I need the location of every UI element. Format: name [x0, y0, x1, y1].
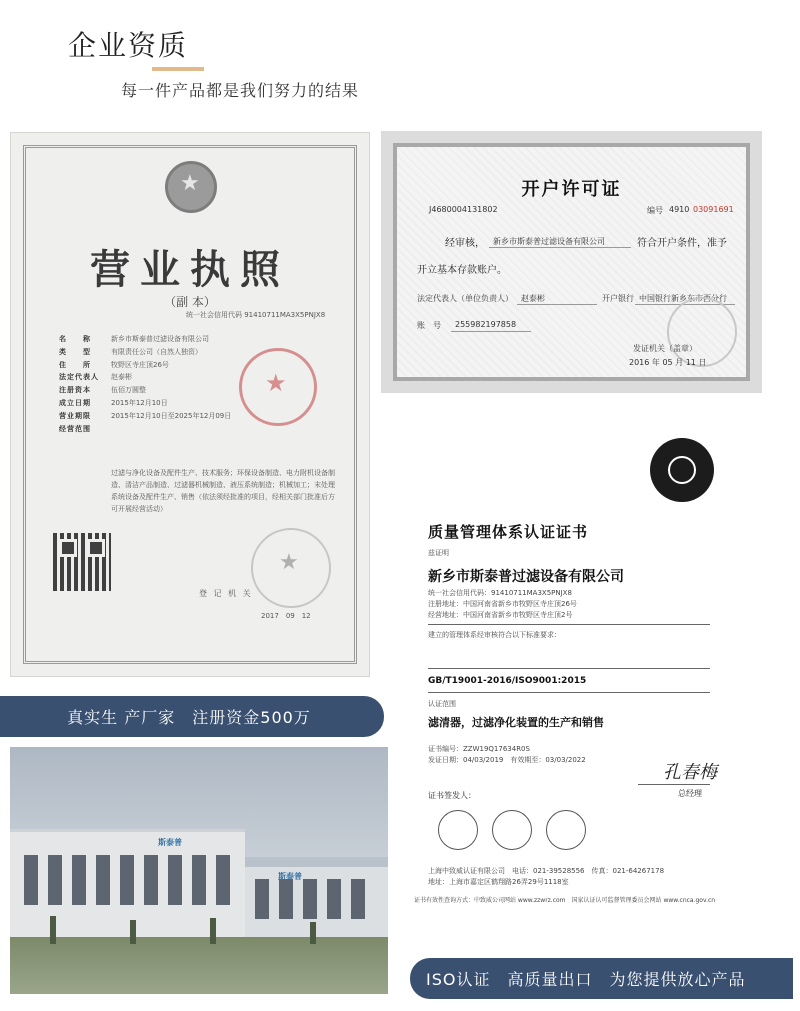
rep-value: 赵泰彬 — [521, 294, 545, 303]
window — [168, 855, 182, 905]
window — [120, 855, 134, 905]
window — [192, 855, 206, 905]
iso-conforms: 建立的管理体系经审核符合以下标准要求： — [428, 631, 561, 639]
divider — [428, 624, 710, 625]
supervision-stamp-icon — [438, 810, 478, 850]
iso-certificate-image — [408, 418, 728, 918]
signature-line — [638, 784, 710, 785]
divider — [428, 692, 710, 693]
license-field: 类 型 有限责任公司（自然人独资） — [59, 347, 202, 356]
license-business-scope: 过滤与净化设备及配件生产、技术服务；环保设备制造、电力附机设备制造、清洁产品制造、过滤器机械制造、液压系统制造；机械加工；末处理系统设备及配件生产、销售（依法须经批准的项目，经相关部门批准后方可开展经营活动） — [111, 469, 335, 513]
serial-label: 编号 — [647, 206, 663, 215]
license-registry: 登 记 机 关 — [199, 589, 253, 598]
account-label: 账 号 — [417, 321, 441, 330]
company-seal-icon — [239, 348, 317, 426]
national-emblem-icon — [165, 161, 217, 213]
license-date: 2017 09 12 — [261, 612, 311, 620]
business-license-image — [10, 132, 370, 677]
iso-footer-address: 地址：上海市嘉定区鹤翔路26弄29号1118室 — [428, 878, 569, 886]
license-field: 注册资本 伍佰万圆整 — [59, 386, 146, 395]
page-title: 企业资质 — [68, 29, 189, 62]
signature: 孔春梅 — [663, 762, 717, 783]
iso-title: 质量管理体系认证证书 — [428, 523, 589, 541]
bank-permit-frame — [393, 143, 750, 381]
iso-standard: GB/T19001-2016/ISO9001:2015 — [428, 676, 587, 686]
underline — [489, 247, 631, 248]
iso-manager: 总经理 — [678, 789, 702, 798]
serial-number: 4910 — [669, 205, 690, 214]
window — [303, 879, 317, 919]
registry-seal-icon — [251, 528, 331, 608]
license-credit-code: 统一社会信用代码 91410711MA3X5PNJX8 — [186, 311, 326, 319]
banner-factory: 真实生 产厂家 注册资金500万 — [0, 696, 384, 737]
factory-logo: 斯泰普 — [278, 872, 302, 881]
iso-issue: 发证日期：04/03/2019 有效期至：03/03/2022 — [428, 756, 586, 764]
window — [72, 855, 86, 905]
permit-company: 新乡市斯泰普过滤设备有限公司 — [493, 237, 605, 246]
bank-label: 开户银行 — [602, 294, 634, 303]
ground — [10, 937, 388, 994]
license-field: 成立日期 2015年12月10日 — [59, 398, 168, 407]
divider — [428, 668, 710, 669]
window — [351, 879, 365, 919]
bank-permit-image — [381, 131, 762, 393]
iso-scope-label: 认证范围 — [428, 700, 456, 708]
factory-logo: 斯泰普 — [158, 838, 182, 847]
window — [327, 879, 341, 919]
tree — [210, 918, 216, 944]
iso-company: 新乡市斯泰普过滤设备有限公司 — [428, 569, 624, 585]
tree — [50, 916, 56, 944]
window — [48, 855, 62, 905]
window — [96, 855, 110, 905]
iso-scope: 滤清器，过滤净化装置的生产和销售 — [428, 716, 604, 729]
window — [216, 855, 230, 905]
iso-cert-no: 证书编号：ZZW19Q17634R0S — [428, 745, 530, 753]
window — [144, 855, 158, 905]
supervision-stamp-icon — [492, 810, 532, 850]
window — [24, 855, 38, 905]
iso-signer-label: 证书签发人： — [428, 791, 476, 800]
permit-line2: 开立基本存款账户。 — [417, 265, 507, 276]
tree — [310, 922, 316, 944]
account-value: 255982197858 — [455, 320, 517, 329]
issue-date: 2016 年 05 月 11 日 — [629, 358, 707, 367]
license-field: 营业期限 2015年12月10日至2025年12月09日 — [59, 411, 232, 420]
underline — [517, 304, 597, 305]
banner-iso: ISO认证 高质量出口 为您提供放心产品 — [410, 958, 793, 999]
window-row — [24, 855, 230, 905]
permit-line1-post: 符合开户条件，准予 — [637, 238, 727, 249]
window — [255, 879, 269, 919]
license-copy-label: （副 本） — [164, 295, 216, 309]
window-row — [255, 879, 365, 919]
title-accent-bar — [152, 67, 204, 71]
license-field: 住 所 牧野区寺庄顶26号 — [59, 360, 169, 369]
approval-number: J4680004131802 — [429, 205, 498, 214]
page-subtitle: 每一件产品都是我们努力的结果 — [121, 81, 360, 100]
underline — [451, 331, 531, 332]
serial-number-red: 03091691 — [693, 205, 734, 214]
license-title: 营业执照 — [90, 246, 290, 293]
window — [279, 879, 293, 919]
iso-cert-label: 兹证明 — [428, 549, 449, 557]
rep-label: 法定代表人（单位负责人） — [417, 294, 513, 303]
iso-addr2: 经营地址：中国河南省新乡市牧野区寺庄顶2号 — [428, 611, 573, 619]
iso-credit: 统一社会信用代码：91410711MA3X5PNJX8 — [428, 589, 572, 597]
license-field: 经营范围 — [59, 424, 91, 433]
bank-value: 中国银行新乡东市西分行 — [639, 294, 727, 303]
certification-logo-icon — [650, 438, 714, 502]
issuer-label: 发证机关（盖章） — [633, 344, 697, 353]
qr-code-icon — [53, 533, 111, 591]
supervision-stamp-icon — [546, 810, 586, 850]
factory-photo — [10, 747, 388, 994]
bank-permit-title: 开户许可证 — [521, 179, 622, 200]
license-field: 法定代表人 赵泰彬 — [59, 373, 132, 382]
license-field: 名 称 新乡市斯泰普过滤设备有限公司 — [59, 335, 209, 343]
iso-addr1: 注册地址：中国河南省新乡市牧野区寺庄顶26号 — [428, 600, 577, 608]
iso-footer-company: 上海中致威认证有限公司 电话：021-39528556 传真：021-64267178 — [428, 867, 665, 875]
permit-line1-pre: 经审核， — [445, 238, 485, 249]
iso-footer-web: 证书有效性查询方式：中致威公司网站 www.zzwrz.com 国家认证认可监督管理委员会网站 www.cnca.gov.cn — [414, 897, 716, 904]
tree — [130, 920, 136, 944]
